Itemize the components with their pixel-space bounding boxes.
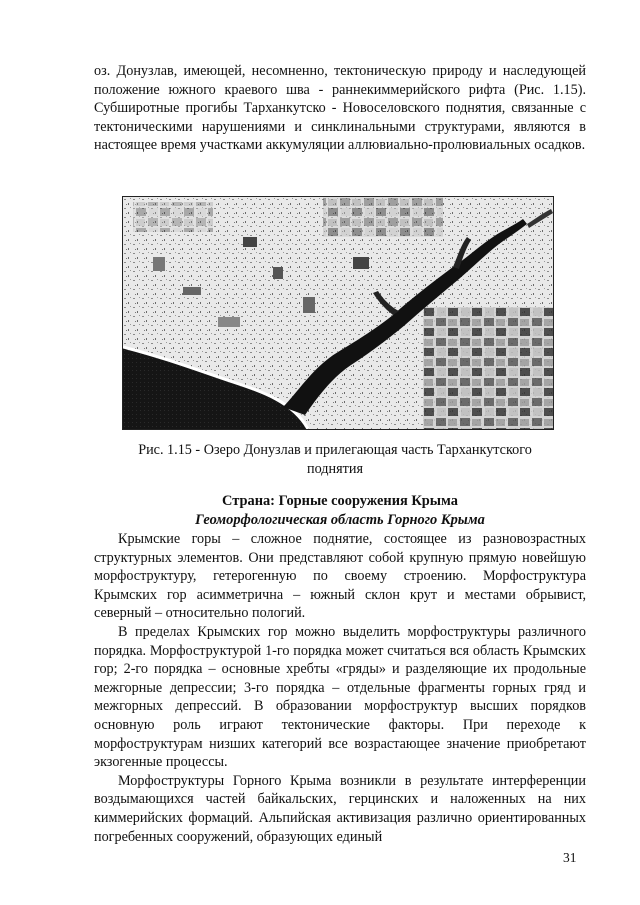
page-number: 31 (563, 850, 577, 865)
top-paragraph-block (94, 62, 586, 155)
country-heading: Страна: Горные сооружения Крыма (222, 493, 458, 509)
region-heading: Геоморфологическая область Горного Крыма (195, 512, 485, 528)
paragraph-2: В пределах Крымских гор можно выделить морфоструктуры различного порядка. Морфоструктурой 1-го порядка может считаться вся область Крымских гор; 2-го порядка – основные хребты «гряды» и разделяющие их продольные межгорные депрессии; 3-го порядка – отдельные фрагменты горных гряд и межгорных депрессий. В образовании морфоструктур высших порядков основную роль играют тектонические факторы. При переходе к морфоструктурам низших категорий все возрастающее значение приобретают экзогенные процессы. (94, 623, 586, 771)
satellite-image-figure (122, 196, 554, 430)
figure-caption (120, 441, 550, 478)
fields-area (423, 307, 553, 429)
paragraph-1: Крымские горы – сложное поднятие, состоящее из разновозрастных структурных элементов. Они представляют собой крупную прямую новейшую морфоструктуру, гетерогенную по своему строению. Морфоструктура Крымских гор асимметрична – южный склон крут и местами обрывист, северный – относительно пологий. (94, 531, 586, 622)
caption-line-1: Рис. 1.15 - Озеро Донузлав и прилегающая часть Тарханкутского (138, 442, 532, 458)
body-text (94, 530, 586, 846)
top-paragraph: оз. Донузлав, имеющей, несомненно, тектоническую природу и наследующей положение южного краевого шва - раннекиммерийского рифта (Рис. 1.15). Субширотные прогибы Тарханкутско - Новоселовского поднятия, связанные с тектоническими нарушениями и синклинальными структурами, являются в настоящее время участками аккумуляции аллювиально-пролювиальных осадков. (94, 63, 586, 154)
paragraph-3: Морфоструктуры Горного Крыма возникли в результате интерференции воздымающихся частей байкальских, герцинских и наложенных на них киммерийских формаций. Альпийская активизация различно ориентированных погребенных сооружений, образующих единый (94, 772, 586, 845)
satellite-image (123, 197, 553, 429)
caption-line-2: поднятия (307, 460, 363, 477)
